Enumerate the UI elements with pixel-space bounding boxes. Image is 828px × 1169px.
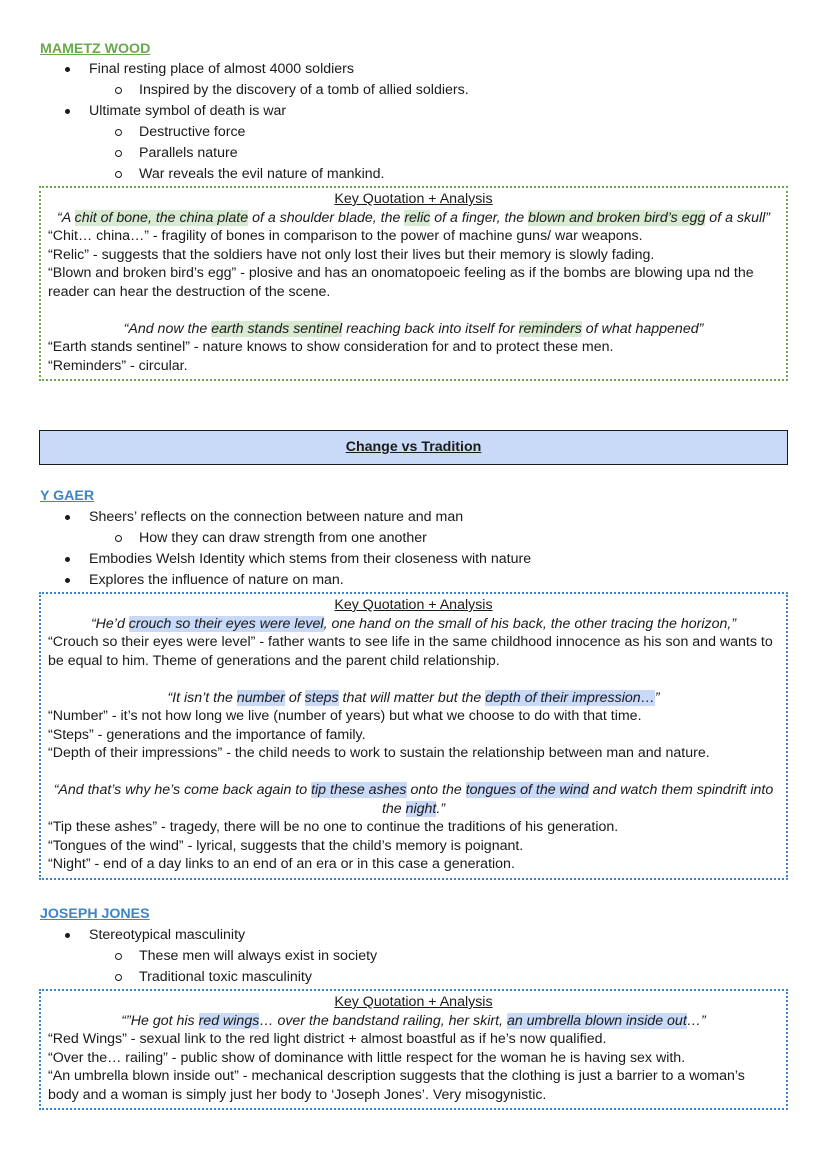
analysis-line: “An umbrella blown inside out” - mechanical description suggests that the clothing is just a barrier to a woman’s body and a woman is simply just her body to ‘Joseph Jones’. Very misogynistic. xyxy=(48,1068,745,1103)
list-item xyxy=(40,549,780,570)
list-item-text: Inspired by the discovery of a tomb of allied soldiers. xyxy=(139,82,469,98)
highlighted-phrase: red wings xyxy=(198,1012,260,1029)
list-item xyxy=(40,570,780,591)
list-item-text: Destructive force xyxy=(139,124,246,140)
highlighted-phrase: steps xyxy=(304,689,339,706)
highlighted-phrase: earth stands sentinel xyxy=(211,320,343,337)
bullet-icon xyxy=(65,578,70,583)
hollow-bullet-icon xyxy=(115,129,122,136)
bullet-icon xyxy=(65,109,70,114)
list-item-text: Final resting place of almost 4000 soldiers xyxy=(89,61,354,77)
analysis-line: “Reminders” - circular. xyxy=(48,357,188,374)
analysis-line: “Over the… railing” - public show of dominance with little respect for the woman he is having sex with. xyxy=(48,1049,686,1066)
list-item-text: These men will always exist in society xyxy=(139,948,378,964)
quote-text: …” xyxy=(686,1012,706,1029)
quote-text: .” xyxy=(436,800,446,817)
bullet-icon xyxy=(65,515,70,520)
list-item xyxy=(40,143,780,164)
ygaer-bullet-list xyxy=(40,507,780,591)
banner-title: Change vs Tradition xyxy=(345,439,482,455)
analysis-line: “Steps” - generations and the importance of family. xyxy=(48,726,366,743)
hollow-bullet-icon xyxy=(115,974,122,981)
quotation xyxy=(48,615,779,634)
quote-text: that will matter but the xyxy=(338,689,486,706)
analysis-line: “Tip these ashes” - tragedy, there will be no one to continue the traditions of his generation. xyxy=(48,819,619,835)
list-item xyxy=(40,528,780,549)
quotation xyxy=(48,781,779,818)
quotation xyxy=(48,689,779,708)
list-item xyxy=(40,59,780,80)
highlighted-phrase: an umbrella blown inside out xyxy=(506,1012,687,1029)
hollow-bullet-icon xyxy=(115,535,122,542)
section-heading-joseph-jones: JOSEPH JONES xyxy=(40,906,150,922)
highlighted-phrase: night xyxy=(405,800,437,817)
analysis-line: “Chit… china…” - fragility of bones in comparison to the power of machine guns/ war weapons. xyxy=(48,228,643,244)
list-item xyxy=(40,925,780,946)
list-item xyxy=(40,507,780,528)
quote-text: “It isn’t the xyxy=(167,689,237,706)
quote-text: ” xyxy=(654,689,660,706)
analysis-line: “Red Wings” - sexual link to the red light district + almost boastful as if he’s now qualified. xyxy=(48,1031,607,1047)
highlighted-phrase: relic xyxy=(404,209,431,226)
quote-text: of a skull” xyxy=(705,209,771,226)
quote-text: “He’d xyxy=(90,615,129,632)
list-item xyxy=(40,164,780,185)
list-item xyxy=(40,967,780,988)
bullet-icon xyxy=(65,557,70,562)
quote-text: of a finger, the xyxy=(430,209,529,226)
key-quotation-title: Key Quotation + Analysis xyxy=(334,597,493,613)
analysis-line: “Blown and broken bird’s egg” - plosive and has an onomatopoeic feeling as if the bombs are blowing upa nd the reader can hear the destruction of the scene. xyxy=(48,265,754,300)
ygaer-quotation-box xyxy=(39,592,788,880)
quote-text: … over the bandstand railing, her skirt, xyxy=(259,1012,507,1029)
list-item xyxy=(40,946,780,967)
quote-text: of a shoulder blade, the xyxy=(248,209,405,226)
list-item-text: Traditional toxic masculinity xyxy=(139,969,312,985)
quote-text: reaching back into itself for xyxy=(342,320,519,337)
key-quotation-title: Key Quotation + Analysis xyxy=(334,994,493,1010)
list-item-text: Ultimate symbol of death is war xyxy=(89,103,287,119)
bullet-icon xyxy=(65,67,70,72)
analysis-line: “Earth stands sentinel” - nature knows to show consideration for and to protect these men. xyxy=(48,339,614,355)
section-heading-mametz-wood: MAMETZ WOOD xyxy=(40,41,151,57)
highlighted-phrase: crouch so their eyes were level xyxy=(128,615,324,632)
quote-text: “”He got his xyxy=(121,1012,199,1029)
highlighted-phrase: number xyxy=(236,689,285,706)
list-item-text: Stereotypical masculinity xyxy=(89,927,246,943)
joseph-bullet-list xyxy=(40,925,780,988)
highlighted-phrase: chit of bone, the china plate xyxy=(74,209,249,226)
section-heading-y-gaer: Y GAER xyxy=(40,488,95,504)
hollow-bullet-icon xyxy=(115,171,122,178)
mametz-quotation-box xyxy=(39,186,788,381)
quote-text: and watch them spindrift into the xyxy=(381,782,774,817)
hollow-bullet-icon xyxy=(115,953,122,960)
list-item-text: Explores the influence of nature on man. xyxy=(89,572,344,588)
analysis-line: “Number” - it’s not how long we live (number of years) but what we choose to do with that time. xyxy=(48,708,642,724)
section-banner xyxy=(39,430,788,465)
list-item xyxy=(40,122,780,143)
quotation xyxy=(48,209,779,228)
quote-text: of what happened” xyxy=(581,320,704,337)
list-item-text: Sheers’ reflects on the connection between nature and man xyxy=(89,509,464,525)
list-item-text: Parallels nature xyxy=(139,145,238,161)
quote-text: , one hand on the small of his back, the other tracing the horizon,” xyxy=(323,615,737,632)
hollow-bullet-icon xyxy=(115,150,122,157)
analysis-line: “Tongues of the wind” - lyrical, suggests that the child’s memory is poignant. xyxy=(48,837,524,854)
highlighted-phrase: tip these ashes xyxy=(311,782,407,798)
quotation xyxy=(48,1012,779,1031)
quote-text: “And now the xyxy=(123,320,212,337)
quote-text: “A xyxy=(56,209,75,226)
list-item xyxy=(40,101,780,122)
hollow-bullet-icon xyxy=(115,87,122,94)
joseph-quotation-box xyxy=(39,989,788,1110)
key-quotation-title: Key Quotation + Analysis xyxy=(334,191,493,207)
highlighted-phrase: tongues of the wind xyxy=(465,782,589,798)
highlighted-phrase: depth of their impression… xyxy=(485,689,655,706)
bullet-icon xyxy=(65,933,70,938)
analysis-line: “Night” - end of a day links to an end of an era or in this case a generation. xyxy=(48,856,515,872)
quote-text: “And that’s why he’s come back again to xyxy=(53,782,312,798)
list-item xyxy=(40,80,780,101)
highlighted-phrase: blown and broken bird’s egg xyxy=(528,209,706,226)
quotation xyxy=(48,320,779,339)
highlighted-phrase: reminders xyxy=(518,320,582,337)
quote-text: of xyxy=(284,689,305,706)
analysis-line: “Relic” - suggests that the soldiers have not only lost their lives but their memory is slowly fading. xyxy=(48,246,655,263)
list-item-text: How they can draw strength from one another xyxy=(139,530,427,546)
analysis-line: “Crouch so their eyes were level” - father wants to see life in the same childhood innocence as his son and wants to be equal to him. Theme of generations and the parent child relationship. xyxy=(48,634,773,669)
mametz-bullet-list xyxy=(40,59,780,185)
quote-text: onto the xyxy=(406,782,466,798)
list-item-text: Embodies Welsh Identity which stems from their closeness with nature xyxy=(89,551,532,567)
analysis-line: “Depth of their impressions” - the child needs to work to sustain the relationship between man and nature. xyxy=(48,745,710,761)
list-item-text: War reveals the evil nature of mankind. xyxy=(139,166,385,182)
